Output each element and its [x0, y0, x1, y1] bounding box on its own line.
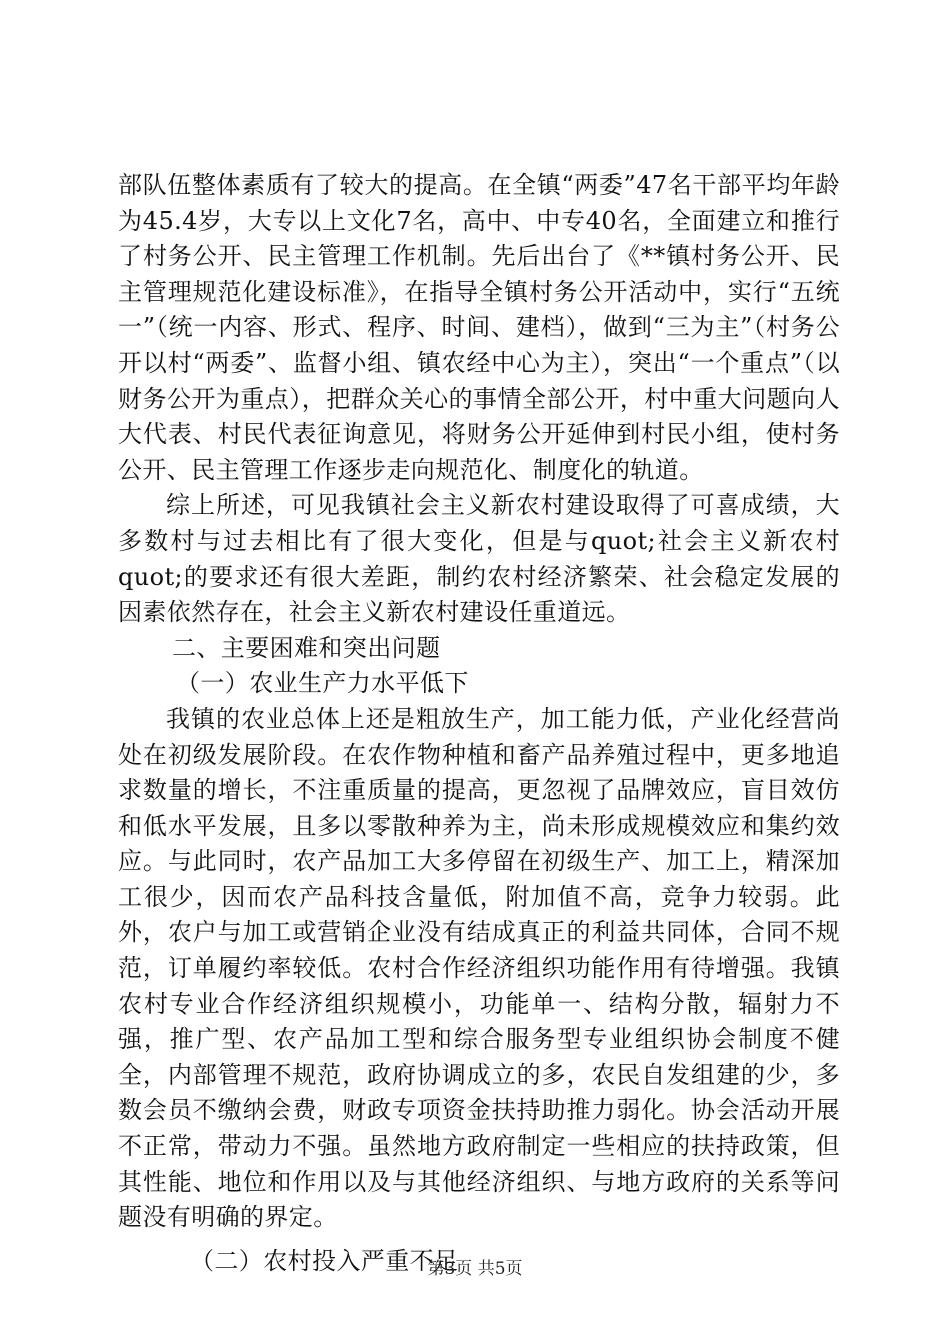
body-paragraph: 部队伍整体素质有了较大的提高。在全镇“两委”47名干部平均年龄为45.4岁，大专以上文化7名，高中、中专40名，全面建立和推行了村务公开、民主管理工作机制。先后出台了《**镇村务公开、民主管理规范化建设标准》，在指导全镇村务公开活动中，实行“五统一”（统一内容、形式、程序、时间、建档），做到“三为主”（村务公开以村“两委”、监督小组、镇农经中心为主），突出“一个重点”（以财务公开为重点），把群众关心的事情全部公开，村中重大问题向人大代表、村民代表征询意见，将财务公开延伸到村民小组，使村务公开、民主管理工作逐步走向规范化、制度化的轨道。 [118, 171, 840, 484]
page-number: 第3页 共5页 [427, 1259, 523, 1279]
subsection-heading: （一）农业生产力水平低下 [176, 669, 469, 698]
body-paragraph: 我镇的农业总体上还是粗放生产，加工能力低，产业化经营尚处在初级发展阶段。在农作物种植和畜产品养殖过程中，更多地追求数量的增长，不注重质量的提高，更忽视了品牌效应，盲目效仿和低水平发展，且多以零散种养为主，尚未形成规模效应和集约效应。与此同时，农产品加工大多停留在初级生产、加工上，精深加工很少，因而农产品科技含量低，附加值不高，竞争力较弱。此外，农户与加工或营销企业没有结成真正的利益共同体，合同不规范，订单履约率较低。农村合作经济组织功能作用有待增强。我镇农村专业合作经济组织规模小，功能单一、结构分散，辐射力不强，推广型、农产品加工型和综合服务型专业组织协会制度不健全，内部管理不规范，政府协调成立的多，农民自发组建的少，多数会员不缴纳会费，财政专项资金扶持助推力弱化。协会活动开展不正常，带动力不强。虽然地方政府制定一些相应的扶持政策，但其性能、地位和作用以及与其他经济组织、与地方政府的关系等问题没有明确的界定。 [118, 704, 840, 1232]
section-heading: 二、主要困难和突出问题 [172, 633, 441, 662]
document-body [118, 168, 840, 1279]
summary-paragraph: 综上所述，可见我镇社会主义新农村建设取得了可喜成绩，大多数村与过去相比有了很大变化，但是与quot;社会主义新农村quot;的要求还有很大差距，制约农村经济繁荣、社会稳定发展的因素依然存在，社会主义新农村建设任重道远。 [118, 491, 840, 627]
subsection-heading: （二）农村投入严重不足 [190, 1246, 459, 1275]
